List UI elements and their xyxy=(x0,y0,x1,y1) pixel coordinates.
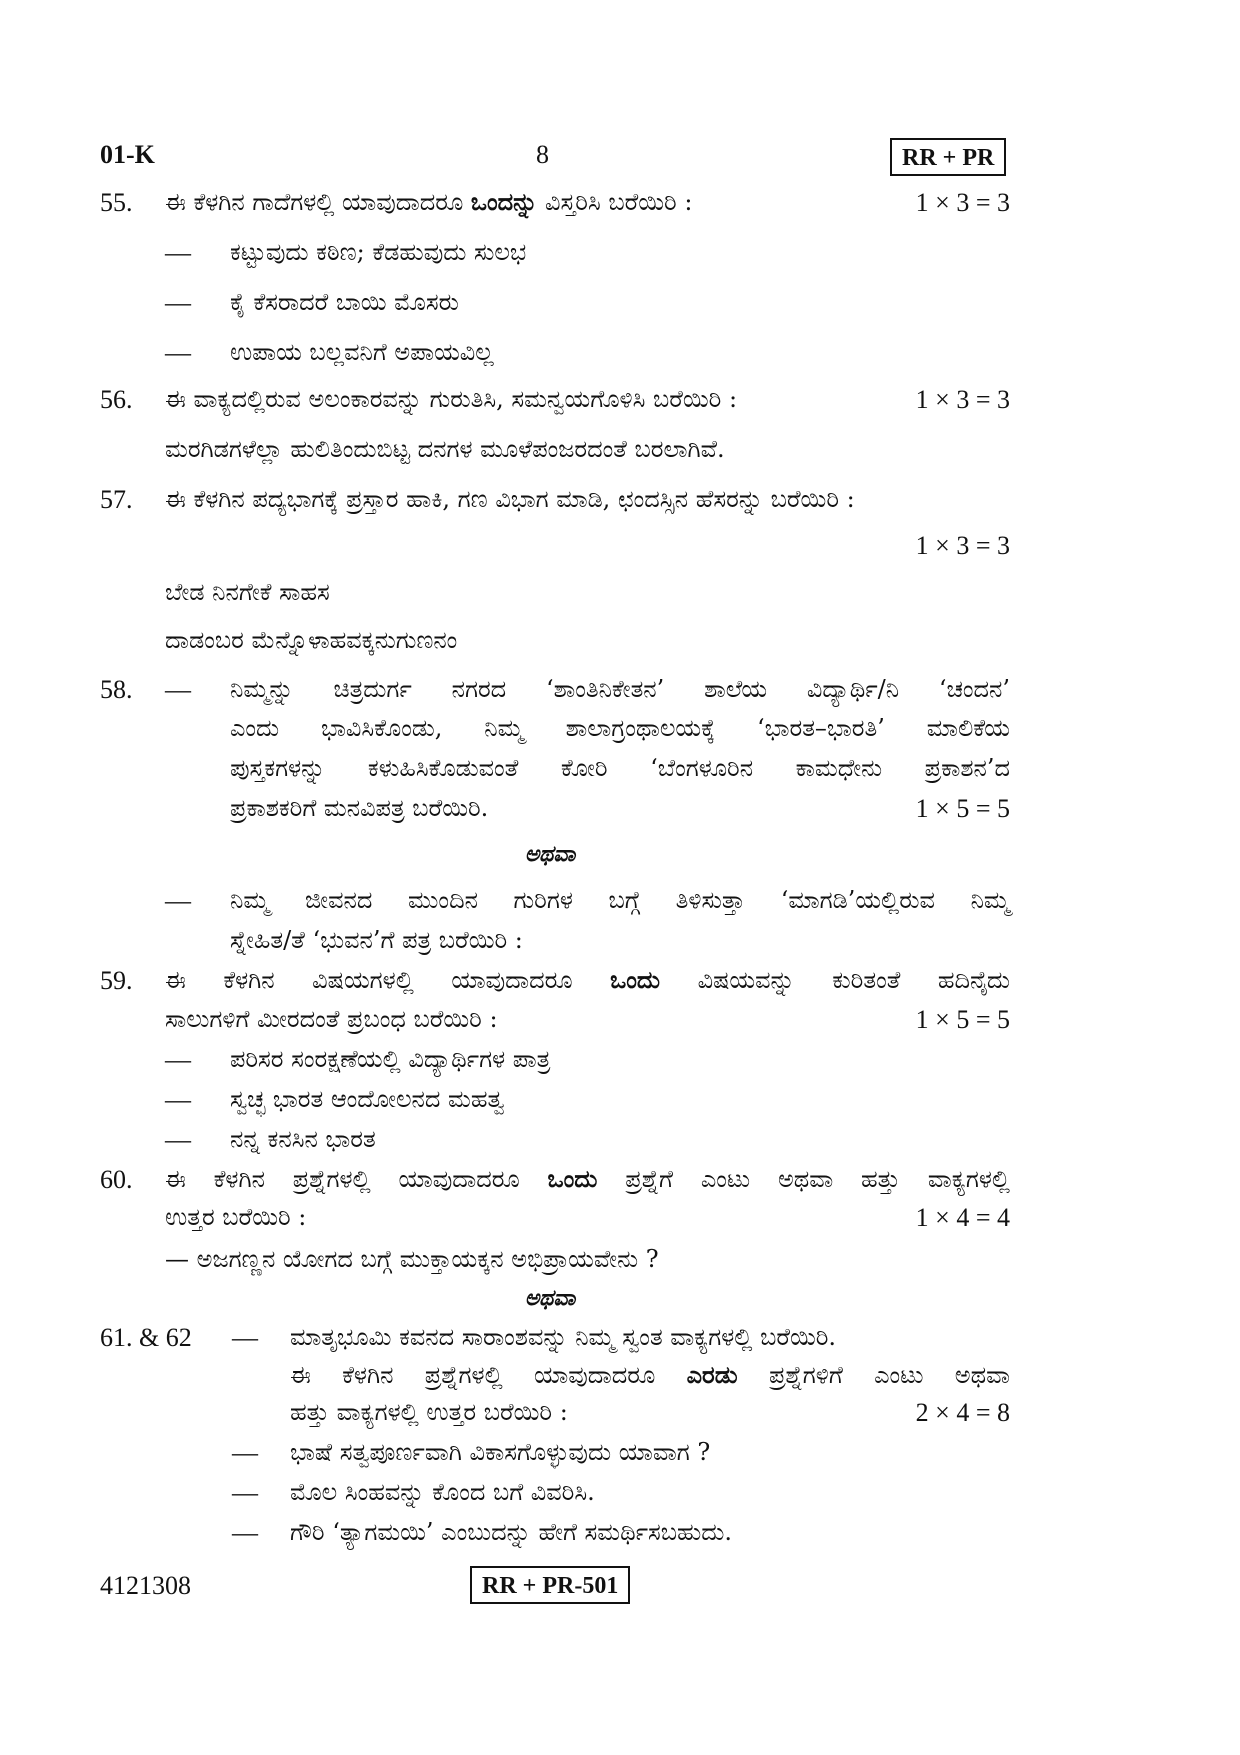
q55-text: ಈ ಕೆಳಗಿನ ಗಾದೆಗಳಲ್ಲಿ ಯಾವುದಾದರೂ ಒಂದನ್ನು ವಿಸ್ತರಿಸಿ ಬರೆಯಿರಿ : xyxy=(165,187,693,216)
q61-line-1: ಮಾತೃಭೂಮಿ ಕವನದ ಸಾರಾಂಶವನ್ನು ನಿಮ್ಮ ಸ್ವಂತ ವಾಕ್ಯಗಳಲ್ಲಿ ಬರೆಯಿರಿ. xyxy=(290,1323,837,1351)
q62-item-dash: — xyxy=(232,1478,258,1507)
q56-text: ಈ ವಾಕ್ಯದಲ್ಲಿರುವ ಅಲಂಕಾರವನ್ನು ಗುರುತಿಸಿ, ಸಮನ್ವಯಗೊಳಿಸಿ ಬರೆಯಿರಿ : xyxy=(165,385,738,413)
q62-item-2: ಮೊಲ ಸಿಂಹವನ್ನು ಕೊಂದ ಬಗೆ ವಿವರಿಸಿ. xyxy=(290,1478,595,1506)
q60-or-label: ಅಥವಾ xyxy=(524,1285,576,1311)
q60-item: — ಅಜಗಣ್ಣನ ಯೋಗದ ಬಗ್ಗೆ ಮುಕ್ತಾಯಕ್ಕನ ಅಭಿಪ್ರಾಯವೇನು ? xyxy=(165,1245,659,1273)
q58-line-2: ಎಂದು ಭಾವಿಸಿಕೊಂಡು, ನಿಮ್ಮ ಶಾಲಾಗ್ರಂಥಾಲಯಕ್ಕೆ ‘ಭಾರತ–ಭಾರತಿ’ ಮಾಲಿಕೆಯ xyxy=(230,714,1010,742)
q62-line-2: ಹತ್ತು ವಾಕ್ಯಗಳಲ್ಲಿ ಉತ್ತರ ಬರೆಯಿರಿ : xyxy=(290,1398,568,1426)
q59-item-2: ಸ್ವಚ್ಛ ಭಾರತ ಆಂದೋಲನದ ಮಹತ್ವ xyxy=(230,1085,505,1113)
q55-item-1: ಕಟ್ಟುವುದು ಕಠಿಣ; ಕೆಡಹುವುದು ಸುಲಭ xyxy=(230,238,527,266)
page-number: 8 xyxy=(536,140,549,169)
footer-box: RR + PR-501 xyxy=(470,1566,630,1604)
q61-62-number: 61. & 62 xyxy=(100,1323,192,1352)
q60-number: 60. xyxy=(100,1165,133,1194)
footer-code: 4121308 xyxy=(100,1571,191,1600)
q59-item-dash: — xyxy=(165,1045,191,1074)
q59-marks: 1 × 5 = 5 xyxy=(915,1005,1010,1034)
q55-number: 55. xyxy=(100,188,133,217)
q59-item-dash: — xyxy=(165,1085,191,1114)
q58-alt-line-2: ಸ್ನೇಹಿತ/ತೆ ‘ಭುವನ’ಗೆ ಪತ್ರ ಬರೆಯಿರಿ : xyxy=(230,926,523,954)
q59-line-1: ಈ ಕೆಳಗಿನ ವಿಷಯಗಳಲ್ಲಿ ಯಾವುದಾದರೂ ಒಂದು ವಿಷಯವನ್ನು ಕುರಿತಂತೆ ಹದಿನೈದು xyxy=(165,965,1010,994)
q55-item-dash: — xyxy=(165,238,191,267)
q56-number: 56. xyxy=(100,385,133,414)
q58-alt-dash: — xyxy=(165,886,191,915)
q57-line-2: ದಾಡಂಬರ ಮೆನ್ನೊಳಾಹವಕ್ಕನುಗುಣನಂ xyxy=(165,626,458,654)
q55-item-3: ಉಪಾಯ ಬಲ್ಲವನಿಗೆ ಅಪಾಯವಿಲ್ಲ xyxy=(230,338,494,366)
q58-number: 58. xyxy=(100,675,133,704)
q60-line-1: ಈ ಕೆಳಗಿನ ಪ್ರಶ್ನೆಗಳಲ್ಲಿ ಯಾವುದಾದರೂ ಒಂದು ಪ್ರಶ್ನೆಗೆ ಎಂಟು ಅಥವಾ ಹತ್ತು ವಾಕ್ಯಗಳಲ್ಲಿ xyxy=(165,1164,1010,1193)
q57-text: ಈ ಕೆಳಗಿನ ಪದ್ಯಭಾಗಕ್ಕೆ ಪ್ರಸ್ತಾರ ಹಾಕಿ, ಗಣ ವಿಭಾಗ ಮಾಡಿ, ಛಂದಸ್ಸಿನ ಹೆಸರನ್ನು ಬರೆಯಿರಿ : xyxy=(165,485,855,513)
q58-line-3: ಪುಸ್ತಕಗಳನ್ನು ಕಳುಹಿಸಿಕೊಡುವಂತೆ ಕೋರಿ ‘ಬೆಂಗಳೂರಿನ ಕಾಮಧೇನು ಪ್ರಕಾಶನ’ದ xyxy=(230,754,1010,782)
q59-item-dash: — xyxy=(165,1125,191,1154)
q62-line-1: ಈ ಕೆಳಗಿನ ಪ್ರಶ್ನೆಗಳಲ್ಲಿ ಯಾವುದಾದರೂ ಎರಡು ಪ್ರಶ್ನೆಗಳಿಗೆ ಎಂಟು ಅಥವಾ xyxy=(290,1360,1010,1389)
q58-line-1: ನಿಮ್ಮನ್ನು ಚಿತ್ರದುರ್ಗ ನಗರದ ‘ಶಾಂತಿನಿಕೇತನ’ ಶಾಲೆಯ ವಿದ್ಯಾರ್ಥಿ/ನಿ ‘ಚಂದನ’ xyxy=(230,675,1010,703)
q62-marks: 2 × 4 = 8 xyxy=(915,1398,1010,1427)
q58-dash: — xyxy=(165,675,191,704)
q57-line-1: ಬೇಡ ನಿನಗೇಕೆ ಸಾಹಸ xyxy=(165,578,330,606)
q56-sentence: ಮರಗಿಡಗಳೆಲ್ಲಾ ಹುಲಿತಿಂದುಬಿಟ್ಟ ದನಗಳ ಮೂಳೆಪಂಜರದಂತೆ ಬರಲಾಗಿವೆ. xyxy=(165,435,725,463)
series-box: RR + PR xyxy=(890,138,1006,176)
paper-code: 01-K xyxy=(100,140,155,169)
q58-or-label: ಅಥವಾ xyxy=(524,841,576,867)
q58-alt-line-1: ನಿಮ್ಮ ಜೀವನದ ಮುಂದಿನ ಗುರಿಗಳ ಬಗ್ಗೆ ತಿಳಿಸುತ್ತಾ ‘ಮಾಗಡಿ’ಯಲ್ಲಿರುವ ನಿಮ್ಮ xyxy=(230,886,1010,914)
q58-marks: 1 × 5 = 5 xyxy=(915,794,1010,823)
q61-dash: — xyxy=(232,1323,258,1352)
q60-marks: 1 × 4 = 4 xyxy=(915,1203,1010,1232)
q55-item-dash: — xyxy=(165,338,191,367)
q59-item-3: ನನ್ನ ಕನಸಿನ ಭಾರತ xyxy=(230,1125,376,1153)
q58-line-4: ಪ್ರಕಾಶಕರಿಗೆ ಮನವಿಪತ್ರ ಬರೆಯಿರಿ. xyxy=(230,794,489,822)
q62-item-dash: — xyxy=(232,1438,258,1467)
q60-line-2: ಉತ್ತರ ಬರೆಯಿರಿ : xyxy=(165,1203,307,1231)
q59-line-2: ಸಾಲುಗಳಿಗೆ ಮೀರದಂತೆ ಪ್ರಬಂಧ ಬರೆಯಿರಿ : xyxy=(165,1005,498,1033)
q57-number: 57. xyxy=(100,485,133,514)
q62-item-3: ಗೌರಿ ‘ತ್ಯಾಗಮಯಿ’ ಎಂಬುದನ್ನು ಹೇಗೆ ಸಮರ್ಥಿಸಬಹುದು. xyxy=(290,1518,733,1546)
q59-item-1: ಪರಿಸರ ಸಂರಕ್ಷಣೆಯಲ್ಲಿ ವಿದ್ಯಾರ್ಥಿಗಳ ಪಾತ್ರ xyxy=(230,1045,551,1073)
q59-number: 59. xyxy=(100,966,133,995)
q55-item-dash: — xyxy=(165,288,191,317)
q57-marks: 1 × 3 = 3 xyxy=(915,531,1010,560)
q62-item-1: ಭಾಷೆ ಸತ್ವಪೂರ್ಣವಾಗಿ ವಿಕಾಸಗೊಳ್ಳುವುದು ಯಾವಾಗ ? xyxy=(290,1438,711,1466)
q56-marks: 1 × 3 = 3 xyxy=(915,385,1010,414)
q55-marks: 1 × 3 = 3 xyxy=(915,188,1010,217)
q62-item-dash: — xyxy=(232,1518,258,1547)
q55-item-2: ಕೈ ಕೆಸರಾದರೆ ಬಾಯಿ ಮೊಸರು xyxy=(230,288,459,316)
